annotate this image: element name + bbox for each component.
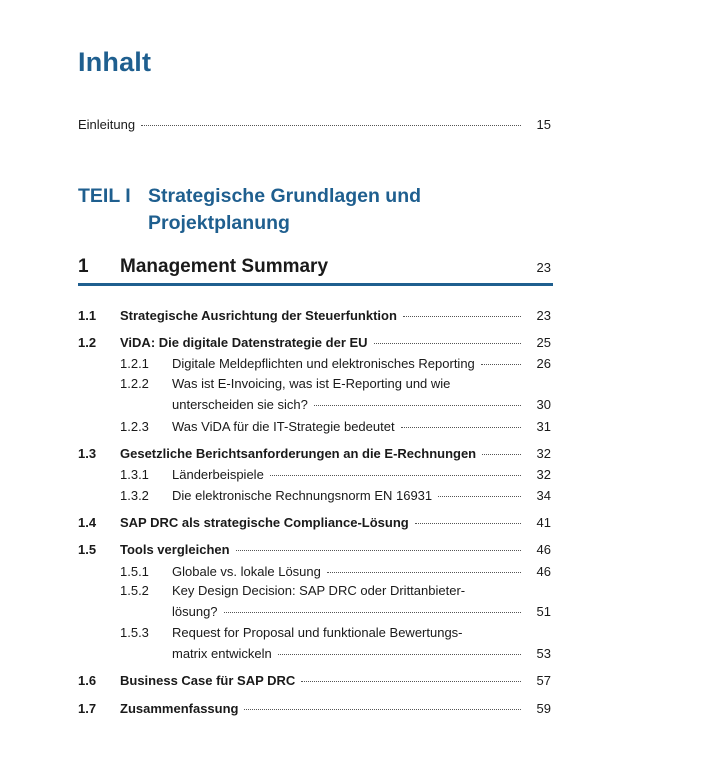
- subsection-title-line2: matrix entwickeln: [172, 645, 272, 661]
- subsection-number: 1.2.1: [120, 356, 149, 371]
- leader-dots: [403, 316, 521, 317]
- chapter-heading[interactable]: [78, 256, 551, 278]
- toc-subsection[interactable]: [78, 581, 551, 622]
- section-title: Business Case für SAP DRC: [120, 673, 296, 688]
- subsection-title: Die elektronische Rechnungsnorm EN 16931: [172, 488, 433, 503]
- subsection-title-line1: Was ist E-Invoicing, was ist E-Reporting und wie: [172, 376, 451, 391]
- subsection-page: 31: [536, 419, 551, 434]
- section-title: ViDA: Die digitale Datenstrategie der EU: [120, 335, 368, 350]
- section-number: 1.4: [78, 515, 97, 530]
- section-number: 1.2: [78, 335, 97, 350]
- subsection-number: 1.5.3: [120, 625, 149, 640]
- toc-section[interactable]: [78, 307, 551, 324]
- leader-dots: [327, 572, 521, 573]
- chapter-rule: [78, 283, 553, 286]
- section-title: Zusammenfassung: [120, 701, 239, 716]
- section-number: 1.1: [78, 308, 97, 323]
- section-page: 23: [536, 308, 551, 323]
- chapter-title: Management Summary: [120, 256, 329, 277]
- section-number: 1.6: [78, 673, 97, 688]
- part-title-line1: Strategische Grundlagen und: [148, 185, 422, 207]
- subsection-page: 26: [536, 356, 551, 371]
- subsection-page: 51: [536, 603, 551, 619]
- subsection-number: 1.3.2: [120, 488, 149, 503]
- section-number: 1.7: [78, 701, 97, 716]
- leader-dots: [314, 405, 521, 406]
- subsection-title: Digitale Meldepflichten und elektronisches Reporting: [172, 356, 475, 371]
- subsection-title-line2: lösung?: [172, 603, 218, 619]
- toc-subsection[interactable]: [78, 487, 551, 504]
- toc-section[interactable]: [78, 541, 551, 558]
- part-label: TEIL I: [78, 185, 131, 207]
- subsection-page: 30: [536, 396, 551, 412]
- section-number: 1.5: [78, 542, 97, 557]
- chapter-number: 1: [78, 256, 89, 277]
- chapter-page: 23: [536, 260, 551, 275]
- part-heading: [78, 183, 421, 237]
- subsection-number: 1.3.1: [120, 467, 149, 482]
- section-page: 46: [536, 542, 551, 557]
- subsection-title-line2: unterscheiden sie sich?: [172, 396, 308, 412]
- section-title: Tools vergleichen: [120, 542, 230, 557]
- section-title: Gesetzliche Berichtsanforderungen an die E-Rechnungen: [120, 446, 477, 461]
- section-title: Strategische Ausrichtung der Steuerfunktion: [120, 308, 397, 323]
- subsection-page: 32: [536, 467, 551, 482]
- toc-subsection[interactable]: [78, 563, 551, 580]
- section-page: 57: [536, 673, 551, 688]
- subsection-number: 1.2.2: [120, 376, 149, 391]
- leader-dots: [244, 709, 521, 710]
- toc-section[interactable]: [78, 672, 551, 689]
- subsection-page: 46: [536, 564, 551, 579]
- leader-dots: [438, 496, 521, 497]
- subsection-page: 53: [536, 645, 551, 661]
- toc-subsection[interactable]: [78, 466, 551, 483]
- subsection-title: Globale vs. lokale Lösung: [172, 564, 321, 579]
- subsection-number: 1.5.1: [120, 564, 149, 579]
- leader-dots: [270, 475, 521, 476]
- toc-section[interactable]: [78, 334, 551, 351]
- leader-dots: [224, 612, 521, 613]
- toc-section[interactable]: [78, 514, 551, 531]
- subsection-title-line1: Key Design Decision: SAP DRC oder Drittanbieter-: [172, 583, 466, 598]
- subsection-title-line1: Request for Proposal und funktionale Bewertungs-: [172, 625, 463, 640]
- subsection-number: 1.2.3: [120, 419, 149, 434]
- part-title-line2: Projektplanung: [148, 212, 290, 234]
- leader-dots: [278, 654, 521, 655]
- leader-dots: [482, 454, 521, 455]
- part-title: [148, 183, 421, 237]
- toc-subsection[interactable]: [78, 355, 551, 372]
- toc-subsection[interactable]: [78, 374, 551, 415]
- section-page: 25: [536, 335, 551, 350]
- subsection-page: 34: [536, 488, 551, 503]
- leader-dots: [236, 550, 521, 551]
- toc-section[interactable]: [78, 700, 551, 717]
- section-title: SAP DRC als strategische Compliance-Lösung: [120, 515, 409, 530]
- section-page: 32: [536, 446, 551, 461]
- toc-subsection[interactable]: [78, 623, 551, 664]
- section-page: 41: [536, 515, 551, 530]
- section-page: 59: [536, 701, 551, 716]
- leader-dots: [415, 523, 521, 524]
- subsection-title: Länderbeispiele: [172, 467, 264, 482]
- leader-dots: [481, 364, 521, 365]
- subsection-number: 1.5.2: [120, 583, 149, 598]
- page-title: Inhalt: [78, 47, 152, 77]
- leader-dots: [301, 681, 521, 682]
- subsection-title: Was ViDA für die IT-Strategie bedeutet: [172, 419, 395, 434]
- toc-subsection[interactable]: [78, 418, 551, 435]
- leader-dots: [141, 125, 521, 126]
- section-number: 1.3: [78, 446, 97, 461]
- toc-entry-page: 15: [536, 117, 551, 132]
- toc-section[interactable]: [78, 445, 551, 462]
- leader-dots: [374, 343, 521, 344]
- leader-dots: [401, 427, 521, 428]
- toc-entry-title: Einleitung: [78, 117, 136, 132]
- toc-entry-einleitung[interactable]: [78, 116, 551, 133]
